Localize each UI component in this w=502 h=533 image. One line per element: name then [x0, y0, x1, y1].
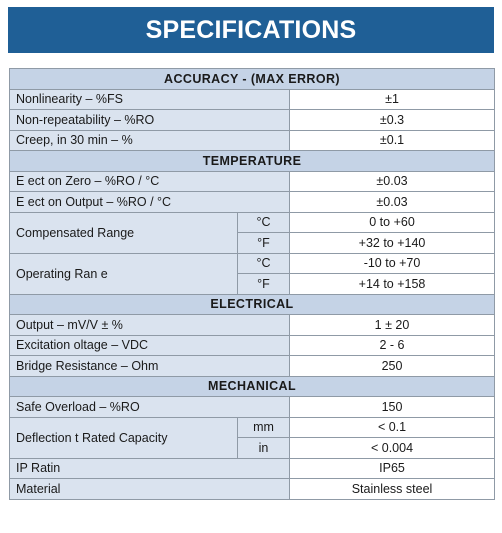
spec-value: 1 ± 20: [290, 315, 495, 336]
unit-inch: in: [238, 438, 290, 459]
table-row: [10, 335, 495, 356]
spec-label: Non-repeatability – %RO: [10, 110, 290, 131]
spec-label: Deflection t Rated Capacity: [10, 417, 238, 458]
spec-label: Material: [10, 479, 290, 500]
table-row: [10, 479, 495, 500]
section-heading: ELECTRICAL: [10, 294, 495, 315]
specifications-table: [9, 68, 495, 500]
spec-value: ±1: [290, 89, 495, 110]
spec-label: E ect on Output – %RO / °C: [10, 192, 290, 213]
section-heading: MECHANICAL: [10, 376, 495, 397]
spec-label: E ect on Zero – %RO / °C: [10, 171, 290, 192]
table-row: [10, 171, 495, 192]
spec-value: 150: [290, 397, 495, 418]
spec-value: < 0.004: [290, 438, 495, 459]
table-row: [10, 130, 495, 151]
table-row: [10, 315, 495, 336]
table-row: [10, 397, 495, 418]
section-temperature: [10, 151, 495, 172]
table-row: [10, 253, 495, 274]
spec-value: ±0.03: [290, 171, 495, 192]
spec-label: IP Ratin: [10, 458, 290, 479]
table-row: [10, 417, 495, 438]
spec-value: ±0.03: [290, 192, 495, 213]
table-row: [10, 192, 495, 213]
spec-value: IP65: [290, 458, 495, 479]
table-row: [10, 212, 495, 233]
table-row: [10, 110, 495, 131]
spec-value: ±0.1: [290, 130, 495, 151]
spec-value: < 0.1: [290, 417, 495, 438]
section-heading: TEMPERATURE: [10, 151, 495, 172]
spec-label: Creep, in 30 min – %: [10, 130, 290, 151]
spec-value: 2 - 6: [290, 335, 495, 356]
spec-value: 0 to +60: [290, 212, 495, 233]
spec-label: Nonlinearity – %FS: [10, 89, 290, 110]
table-row: [10, 458, 495, 479]
spec-label: Operating Ran e: [10, 253, 238, 294]
spec-label: Safe Overload – %RO: [10, 397, 290, 418]
table-row: [10, 89, 495, 110]
unit-celsius: °C: [238, 253, 290, 274]
unit-fahrenheit: °F: [238, 274, 290, 295]
unit-fahrenheit: °F: [238, 233, 290, 254]
spec-value: -10 to +70: [290, 253, 495, 274]
page-title: SPECIFICATIONS: [8, 7, 494, 53]
spec-label: Bridge Resistance – Ohm: [10, 356, 290, 377]
unit-celsius: °C: [238, 212, 290, 233]
spec-label: Excitation oltage – VDC: [10, 335, 290, 356]
unit-mm: mm: [238, 417, 290, 438]
section-accuracy: [10, 69, 495, 90]
section-electrical: [10, 294, 495, 315]
section-heading: ACCURACY - (MAX ERROR): [10, 69, 495, 90]
spec-value: 250: [290, 356, 495, 377]
table-row: [10, 356, 495, 377]
spec-value: ±0.3: [290, 110, 495, 131]
spec-value: Stainless steel: [290, 479, 495, 500]
spec-label: Output – mV/V ± %: [10, 315, 290, 336]
spec-value: +14 to +158: [290, 274, 495, 295]
section-mechanical: [10, 376, 495, 397]
spec-value: +32 to +140: [290, 233, 495, 254]
spec-label: Compensated Range: [10, 212, 238, 253]
